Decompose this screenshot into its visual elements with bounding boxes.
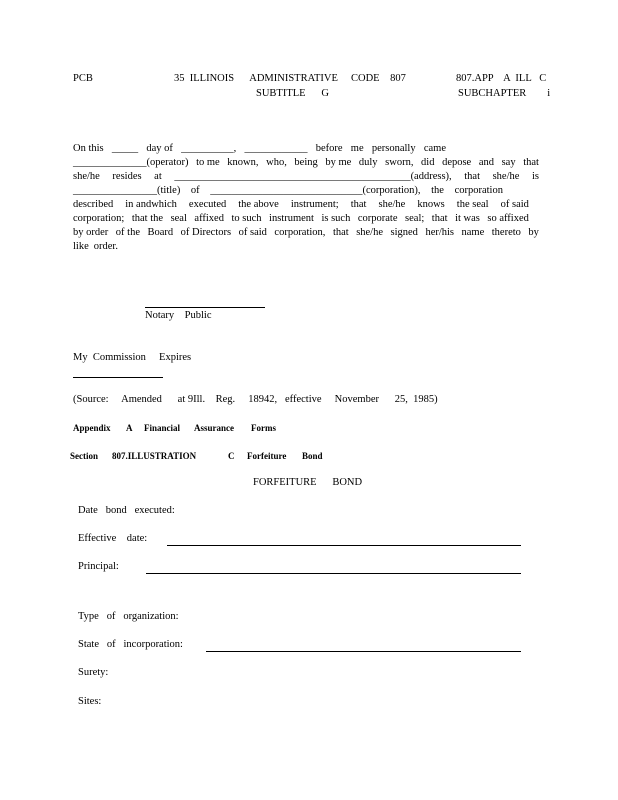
principal-field[interactable]	[146, 573, 521, 574]
source-note: (Source: Amended at 9Ill. Reg. 18942, effective November 25, 1985)	[73, 394, 438, 405]
type-of-organization-label: Type of organization:	[78, 611, 179, 622]
state-of-incorporation-label: State of incorporation:	[78, 639, 183, 650]
affidavit-line: like order.	[73, 241, 118, 252]
form-title: FORFEITURE BOND	[253, 477, 363, 488]
state-of-incorporation-field[interactable]	[206, 651, 521, 652]
affidavit-line: corporation; that the seal affixed to such instrument is such corporate seal; that it was so affixed	[73, 213, 529, 224]
header-subtitle: SUBTITLE G	[256, 88, 329, 99]
header-code: CODE 807	[351, 73, 406, 84]
header-title: 35 ILLINOIS ADMINISTRATIVE	[174, 73, 338, 84]
header-section: 807.APP A ILL C	[456, 73, 547, 84]
effective-date-label: Effective date:	[78, 533, 148, 544]
commission-expires-label: My Commission Expires	[73, 352, 192, 363]
affidavit-line: ______________(operator) to me known, who, being by me duly sworn, did depose and say that	[73, 157, 539, 168]
affidavit-line: she/he resides at _____________________________________________(address), that she/he is	[73, 171, 539, 182]
affidavit-line: by order of the Board of Directors of said corporation, that she/he signed her/his name thereto by	[73, 227, 539, 238]
effective-date-field[interactable]	[167, 545, 521, 546]
date-bond-executed-label: Date bond executed:	[78, 505, 175, 516]
affidavit-line: described in andwhich executed the above instrument; that she/he knows the seal of said	[73, 199, 529, 210]
sites-label: Sites:	[78, 696, 102, 707]
surety-label: Surety:	[78, 667, 109, 678]
commission-expires-line	[73, 377, 163, 378]
affidavit-line: ________________(title) of _____________________________(corporation), the corporation	[73, 185, 503, 196]
header-pcb: PCB	[73, 73, 93, 84]
affidavit-line: On this _____ day of __________, ____________ before me personally came	[73, 143, 446, 154]
notary-public-label: Notary Public	[145, 310, 212, 321]
header-subchapter: SUBCHAPTER i	[458, 88, 551, 99]
notary-signature-line	[145, 307, 265, 308]
principal-label: Principal:	[78, 561, 119, 572]
